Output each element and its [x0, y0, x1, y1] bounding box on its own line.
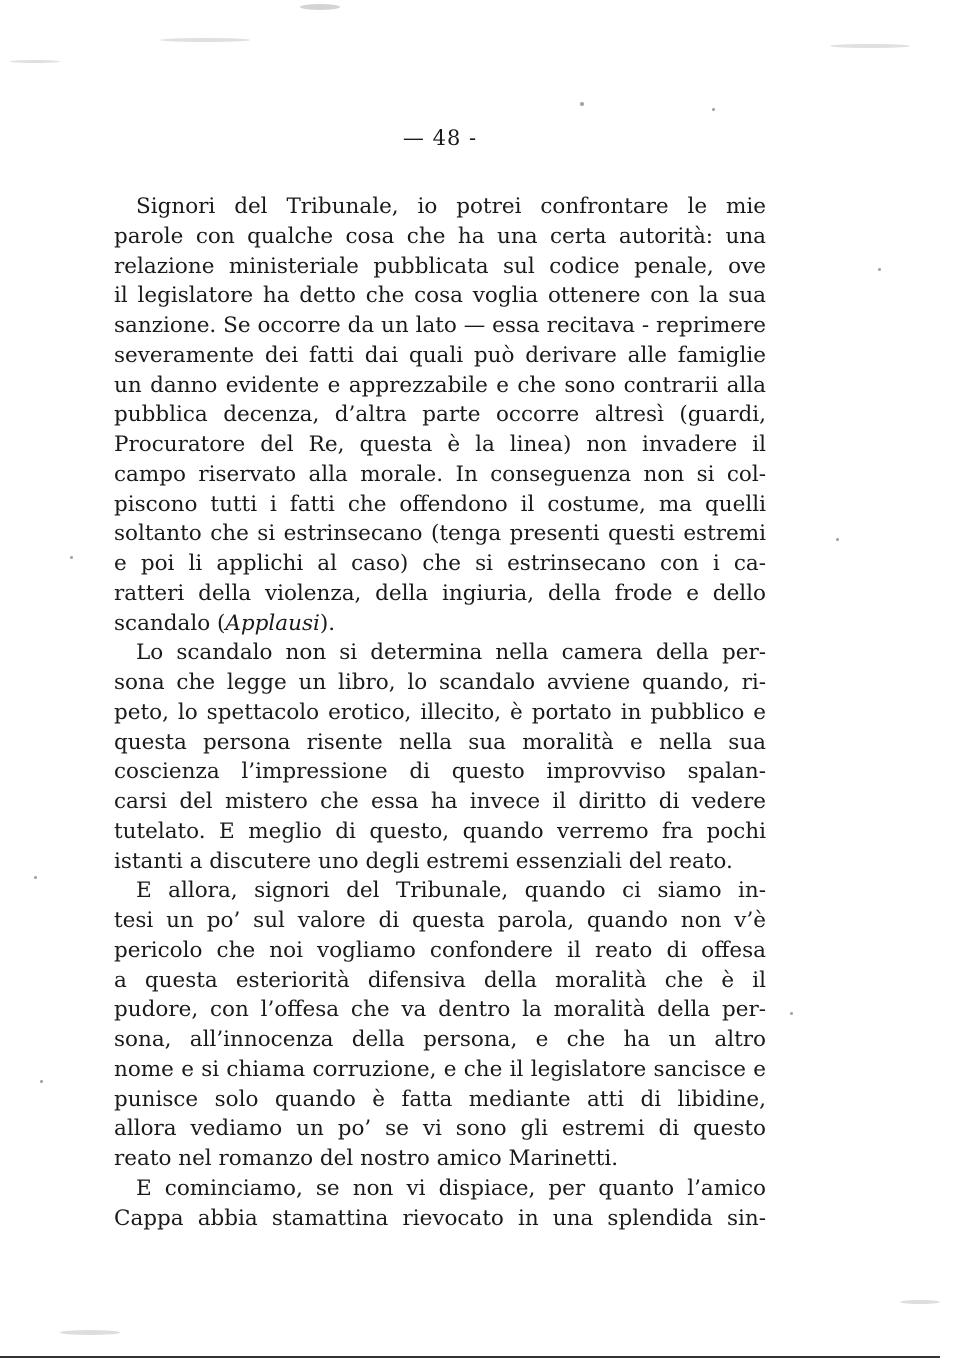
text-line: campo riservato alla morale. In conseguenza non si col-: [114, 461, 766, 487]
text-line: e poi li applichi al caso) che si estrinsecano con i ca-: [114, 551, 766, 576]
text-fragment: scandalo (: [114, 610, 226, 636]
text-line: relazione ministeriale pubblicata sul codice penale, ove: [114, 253, 766, 279]
text-line: questa persona risente nella sua moralità e nella sua: [114, 729, 766, 755]
text-line: pubblica decenza, d’altra parte occorre altresì (guardi,: [114, 402, 766, 428]
text-line: a questa esteriorità difensiva della moralità che è il: [114, 967, 766, 993]
text-line: punisce solo quando è fatta mediante atti di libidine,: [114, 1086, 766, 1112]
text-line: E cominciamo, se non vi dispiace, per quanto l’amico: [136, 1175, 766, 1201]
text-fragment: ).: [319, 610, 336, 636]
scan-speck: [712, 108, 715, 111]
applause-annotation: Applausi: [225, 610, 320, 636]
text-line: piscono tutti i fatti che offendono il costume, ma quelli: [114, 491, 766, 517]
text-line-paragraph-end: reato nel romanzo del nostro amico Marinetti.: [114, 1146, 619, 1171]
text-line: severamente dei fatti dai quali può derivare alle famiglie: [114, 342, 766, 368]
text-line: tesi un po’ sul valore di questa parola, quando non v’è: [114, 908, 766, 933]
scan-speck: [900, 1300, 940, 1304]
text-line: soltanto che si estrinsecano (tenga presenti questi estremi: [114, 521, 766, 547]
scan-speck: [40, 1080, 43, 1083]
text-line: peto, lo spettacolo erotico, illecito, è portato in pubblico e: [114, 699, 766, 725]
scan-speck: [300, 4, 340, 10]
scan-speck: [830, 44, 910, 48]
text-line: Lo scandalo non si determina nella camera della per-: [136, 640, 766, 666]
text-line: sona, all’innocenza della persona, e che ha un altro: [114, 1027, 766, 1052]
text-line: allora vediamo un po’ se vi sono gli estremi di questo: [114, 1116, 766, 1142]
scan-speck: [878, 268, 881, 271]
scan-speck: [10, 60, 60, 63]
text-line: E allora, signori del Tribunale, quando ci siamo in-: [136, 878, 766, 904]
text-line: parole con qualche cosa che ha una certa autorità: una: [114, 223, 766, 249]
text-line: ratteri della violenza, della ingiuria, della frode e dello: [114, 580, 766, 606]
text-line: coscienza l’impressione di questo improvviso spalan-: [114, 759, 766, 785]
text-line: sanzione. Se occorre da un lato — essa recitava - reprimere: [114, 313, 766, 338]
scan-speck: [790, 1012, 793, 1015]
text-line-paragraph-end: istanti a discutere uno degli estremi essenziali del reato.: [114, 848, 733, 874]
bottom-edge-line: [0, 1356, 940, 1358]
text-line: pericolo che noi vogliamo confondere il reato di offesa: [114, 937, 766, 963]
page-number: — 48 -: [402, 126, 478, 150]
scan-speck: [580, 102, 584, 106]
scan-speck: [60, 1330, 120, 1335]
text-line: Procuratore del Re, questa è la linea) non invadere il: [114, 432, 766, 457]
body-text: [114, 192, 766, 1233]
text-line-paragraph-end: [114, 609, 766, 639]
scan-speck: [836, 538, 839, 541]
text-line: Cappa abbia stamattina rievocato in una splendida sin-: [114, 1205, 766, 1231]
scan-speck: [34, 876, 37, 879]
text-line: Signori del Tribunale, io potrei confrontare le mie: [136, 194, 766, 219]
text-line: sona che legge un libro, lo scandalo avviene quando, ri-: [114, 670, 766, 695]
text-line: un danno evidente e apprezzabile e che sono contrarii alla: [114, 372, 766, 398]
text-line: tutelato. E meglio di questo, quando verremo fra pochi: [114, 818, 766, 844]
text-line: carsi del mistero che essa ha invece il diritto di vedere: [114, 789, 766, 814]
text-line: pudore, con l’offesa che va dentro la moralità della per-: [114, 997, 766, 1023]
text-line: il legislatore ha detto che cosa voglia ottenere con la sua: [114, 283, 766, 309]
scan-speck: [160, 38, 250, 42]
text-line: nome e si chiama corruzione, e che il legislatore sancisce e: [114, 1056, 766, 1082]
scan-speck: [70, 556, 73, 559]
